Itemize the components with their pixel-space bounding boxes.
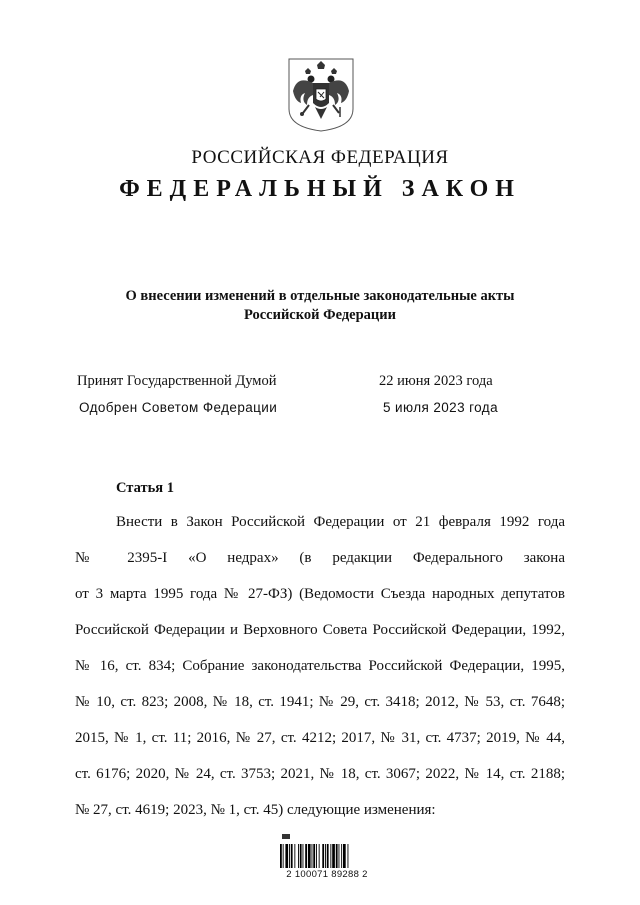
law-title-line-1: О внесении изменений в отдельные законодательные акты	[125, 288, 515, 304]
barcode-bar	[308, 844, 311, 868]
document-type: ФЕДЕРАЛЬНЫЙ ЗАКОН	[119, 176, 521, 202]
barcode-bar	[316, 844, 317, 868]
country-name: РОССИЙСКАЯ ФЕДЕРАЦИЯ	[191, 147, 449, 168]
barcode-bar	[280, 844, 282, 868]
article-line: 2015, № 1, ст. 11; 2016, № 27, ст. 4212; 2017, № 31, ст. 4737; 2019, № 44,	[75, 730, 565, 746]
barcode-bar	[332, 844, 335, 868]
article-line: ст. 6176; 2020, № 24, ст. 3753; 2021, № 18, ст. 3067; 2022, № 14, ст. 2188;	[75, 766, 565, 782]
barcode-bar	[327, 844, 329, 868]
article-line: № 16, ст. 834; Собрание законодательства Российской Федерации, 1995,	[75, 658, 565, 674]
coat-of-arms-icon	[287, 57, 355, 133]
barcode-bar	[330, 844, 331, 868]
barcode-bar	[312, 844, 313, 868]
barcode-bar	[343, 844, 346, 868]
barcode-number: 2 100071 89288 2	[286, 869, 368, 880]
barcode-bar	[300, 844, 302, 868]
barcode-bar	[336, 844, 338, 868]
council-date: 5 июля 2023 года	[383, 400, 498, 415]
barcode-bar	[319, 844, 320, 868]
article-line: Внести в Закон Российской Федерации от 21 февраля 1992 года	[116, 514, 565, 530]
article-line: от 3 марта 1995 года № 27-ФЗ) (Ведомости Съезда народных депутатов	[75, 586, 565, 602]
council-label: Одобрен Советом Федерации	[79, 400, 278, 415]
article-line: Российской Федерации и Верховного Совета Российской Федерации, 1992,	[75, 622, 565, 638]
barcode-bar	[305, 844, 307, 868]
barcode-bar	[303, 844, 304, 868]
law-title-line-2: Российской Федерации	[243, 307, 396, 323]
law-title	[0, 287, 640, 325]
barcode-bar	[291, 844, 293, 868]
article-heading: Статья 1	[116, 480, 174, 496]
barcode-bar	[339, 844, 340, 868]
barcode-bar	[285, 844, 288, 868]
barcode-bar	[341, 844, 342, 868]
article-line: № 2395-I «О недрах» (в редакции Федерального закона	[75, 550, 565, 566]
article-line: № 10, ст. 823; 2008, № 18, ст. 1941; № 29, ст. 3418; 2012, № 53, ст. 7648;	[75, 694, 565, 710]
barcode-bar	[289, 844, 290, 868]
barcode-bar	[322, 844, 324, 868]
barcode-bar	[348, 844, 349, 868]
barcode-bar	[298, 844, 299, 868]
duma-date: 22 июня 2023 года	[379, 373, 493, 389]
barcode-bar	[294, 844, 295, 868]
article-line: № 27, ст. 4619; 2023, № 1, ст. 45) следующие изменения:	[75, 802, 436, 818]
barcode-bar	[325, 844, 326, 868]
barcode-bar	[283, 844, 284, 868]
duma-label: Принят Государственной Думой	[77, 373, 277, 389]
barcode-bar	[313, 844, 315, 868]
